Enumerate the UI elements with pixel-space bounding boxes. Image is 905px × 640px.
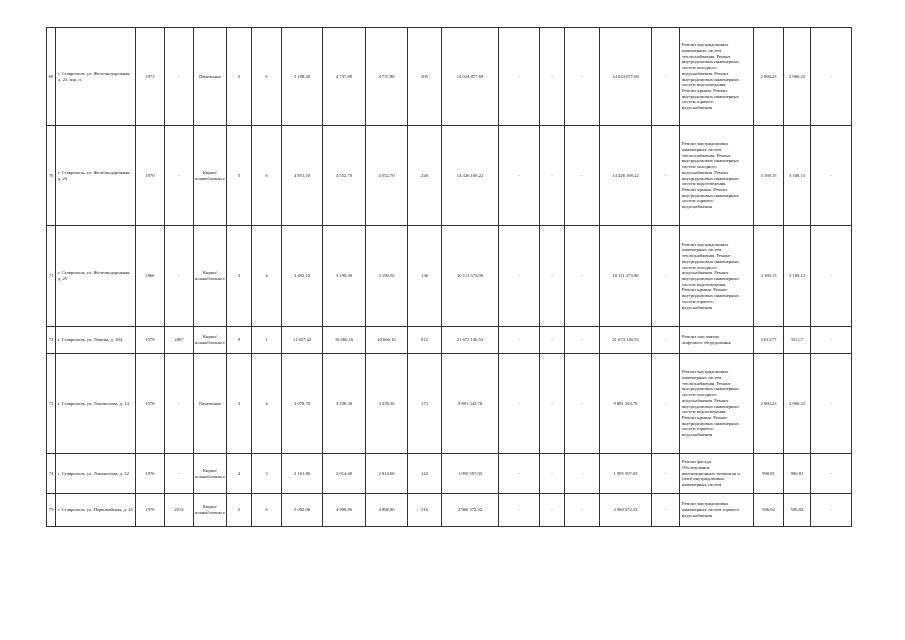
works-line: внутридомовых инженерных xyxy=(682,158,739,164)
total-area-cell: 5 092,06 xyxy=(282,494,323,527)
works-line: Ремонт внутридомовых xyxy=(682,369,729,375)
works-list-cell xyxy=(680,327,754,354)
area-premises-cell: 4 552,70 xyxy=(323,126,366,226)
entrances-cell: 1 xyxy=(252,327,282,354)
works-line: теплоснабжения. Ремонт xyxy=(682,53,731,59)
works-line: теплоснабжения. Ремонт xyxy=(682,380,731,386)
year-built-cell: 1973 xyxy=(136,28,165,126)
area-residential-cell: 3 338,30 xyxy=(366,354,408,454)
address-cell: г. Ставрополь, ул. Ломоносова, д. 14 xyxy=(56,354,136,454)
wall-material-cell: Кирпи/ шлакоблочны е xyxy=(194,327,227,354)
total-area-cell: 2 161,80 xyxy=(282,454,323,494)
funding-source-3-cell: - xyxy=(565,327,600,354)
table-row xyxy=(47,354,852,454)
unit-cost-max-cell: 353,17 xyxy=(784,327,811,354)
works-line: систем горячего xyxy=(682,298,714,304)
works-line: систем холодного xyxy=(682,264,717,270)
funding-source-3-cell: - xyxy=(565,126,600,226)
works-line: теплоснабжения. Ремонт xyxy=(682,152,731,158)
works-line: внутридомовых инженерных xyxy=(682,403,739,409)
works-list-cell xyxy=(680,226,754,327)
funding-source-2-cell: - xyxy=(540,494,565,527)
area-premises-cell: 10 666,16 xyxy=(323,327,366,354)
works-line: водоснабжения xyxy=(682,432,712,438)
table-row xyxy=(47,226,852,327)
wall-material-cell: Панельные xyxy=(194,354,227,454)
works-line: Ремонт крыши. Ремонт xyxy=(682,287,728,293)
works-line: водоснабжения. Ремонт xyxy=(682,270,729,276)
funding-source-1-cell: - xyxy=(499,126,540,226)
funding-source-3-cell: - xyxy=(565,454,600,494)
works-line: Ремонт крыши. Ремонт xyxy=(682,414,728,420)
works-line: водоснабжения. Ремонт xyxy=(682,169,729,175)
works-line: внутридомовых инженерных xyxy=(682,175,739,181)
area-residential-cell: 4 737,80 xyxy=(366,28,408,126)
year-reconstruction-cell: - xyxy=(165,126,194,226)
funding-source-3-cell: - xyxy=(565,28,600,126)
works-line: внутридомовых инженерных xyxy=(682,293,739,299)
works-list-cell xyxy=(680,126,754,226)
table-row xyxy=(47,327,852,354)
works-line: водоснабжения xyxy=(682,512,712,518)
completion-cell: - xyxy=(811,354,852,454)
table-row xyxy=(47,126,852,226)
works-line: теплоснабжения. Ремонт xyxy=(682,253,731,259)
residents-cell: 173 xyxy=(408,354,442,454)
works-line: внутридомовых инженерных xyxy=(682,93,739,99)
works-line: Обследование xyxy=(682,464,710,470)
works-line: Ремонт внутридомовых xyxy=(682,241,729,247)
completion-cell: - xyxy=(811,327,852,354)
works-line: Ремонт крыши. Ремонт xyxy=(682,87,728,93)
works-line: инженерных систем xyxy=(682,482,722,488)
works-line: Ремонт крыши. Ремонт xyxy=(682,186,728,192)
cost-total-cell: 1 995 597,03 xyxy=(442,454,499,494)
funding-source-2-cell: - xyxy=(540,226,565,327)
wall-material-cell: Кирпи/ шлакоблочны е xyxy=(194,226,227,327)
cost-other-cell: - xyxy=(652,327,680,354)
funding-source-1-cell: - xyxy=(499,226,540,327)
residents-cell: 136 xyxy=(408,226,442,327)
address-cell: г. Ставрополь, ул. Ленина, д. 184 xyxy=(56,327,136,354)
total-area-cell: 5 108,20 xyxy=(282,28,323,126)
funding-source-1-cell: - xyxy=(499,454,540,494)
unit-cost-max-cell: 3 168,15 xyxy=(784,126,811,226)
works-line: систем горячего xyxy=(682,99,714,105)
total-area-cell: 3 492,10 xyxy=(282,226,323,327)
works-list-cell xyxy=(680,454,754,494)
cost-owners-cell: 14 024 077,69 xyxy=(600,28,652,126)
works-line: (или) внутридомовых xyxy=(682,476,725,482)
works-line: внутридомовых инженерных xyxy=(682,386,739,392)
completion-cell: - xyxy=(811,226,852,327)
year-built-cell: 1970 xyxy=(136,126,165,226)
funding-source-3-cell: - xyxy=(565,226,600,327)
works-line: систем водоотведения. xyxy=(682,281,727,287)
area-premises-cell: 3 190,50 xyxy=(323,226,366,327)
entrances-cell: 4 xyxy=(252,226,282,327)
unit-cost-max-cell: 990,81 xyxy=(784,454,811,494)
works-line: систем горячего xyxy=(682,426,714,432)
funding-source-1-cell: - xyxy=(499,28,540,126)
year-reconstruction-cell: 2013 xyxy=(165,494,194,527)
row-number-cell: 75 xyxy=(47,494,56,527)
area-premises-cell: 3 338,30 xyxy=(323,354,366,454)
works-line: систем водоотведения. xyxy=(682,82,727,88)
cost-owners-cell: 9 881 343,78 xyxy=(600,354,652,454)
works-line: лифтового оборудования xyxy=(682,340,731,345)
works-line: инженерных систем xyxy=(682,247,722,253)
works-line: водоснабжения. Ремонт xyxy=(682,397,729,403)
cost-other-cell: - xyxy=(652,126,680,226)
works-line: внутридомовых инженерных xyxy=(682,258,739,264)
works-line: внутридомовых инженерных xyxy=(682,276,739,281)
works-line: водоснабжения xyxy=(682,204,712,210)
entrances-cell: 6 xyxy=(252,494,282,527)
works-line: вентиляционных элементов и xyxy=(682,470,740,476)
floors-cell: 5 xyxy=(227,226,252,327)
completion-cell: - xyxy=(811,494,852,527)
residents-cell: 912 xyxy=(408,327,442,354)
funding-source-1-cell: - xyxy=(499,327,540,354)
completion-cell: - xyxy=(811,454,852,494)
area-residential-cell: 4 552,70 xyxy=(366,126,408,226)
year-reconstruction-cell: - xyxy=(165,28,194,126)
funding-source-3-cell: - xyxy=(565,494,600,527)
works-line: внутридомовых инженерных xyxy=(682,420,739,426)
cost-total-cell: 21 673 140,53 xyxy=(442,327,499,354)
works-line: систем холодного xyxy=(682,392,717,398)
residents-cell: 226 xyxy=(408,126,442,226)
row-number-cell: 74 xyxy=(47,454,56,494)
works-line: внутридомовых инженерных xyxy=(682,59,739,65)
address-cell: г. Ставрополь, ул. Первомайская, д. 45 xyxy=(56,494,136,527)
works-line: систем холодного xyxy=(682,65,717,71)
works-line: внутридомовых инженерных xyxy=(682,192,739,198)
cost-other-cell: - xyxy=(652,354,680,454)
unit-cost-cell: 2 960,23 xyxy=(754,354,784,454)
floors-cell: 5 xyxy=(227,28,252,126)
entrances-cell: 3 xyxy=(252,454,282,494)
works-line: Ремонт внутридомовых xyxy=(682,42,729,48)
cost-total-cell: 10 111 373,98 xyxy=(442,226,499,327)
table-row xyxy=(47,454,852,494)
year-reconstruction-cell: 2007 xyxy=(165,327,194,354)
area-residential-cell: 3 190,50 xyxy=(366,226,408,327)
funding-source-3-cell: - xyxy=(565,354,600,454)
works-list-cell xyxy=(680,354,754,454)
total-area-cell: 11 827,42 xyxy=(282,327,323,354)
funding-source-1-cell: - xyxy=(499,354,540,454)
unit-cost-max-cell: 596,04 xyxy=(784,494,811,527)
housing-register-table xyxy=(46,27,852,527)
unit-cost-max-cell: 3 169,13 xyxy=(784,226,811,327)
unit-cost-cell: 3 168,15 xyxy=(754,126,784,226)
cost-other-cell: - xyxy=(652,28,680,126)
entrances-cell: 4 xyxy=(252,354,282,454)
year-built-cell: 1979 xyxy=(136,327,165,354)
year-built-cell: 1966 xyxy=(136,226,165,327)
residents-cell: 205 xyxy=(408,28,442,126)
works-list-cell xyxy=(680,28,754,126)
cost-total-cell: 14 024 077,69 xyxy=(442,28,499,126)
works-line: систем водоотведения. xyxy=(682,409,727,415)
works-line: водоснабжения. Ремонт xyxy=(682,70,729,76)
funding-source-1-cell: - xyxy=(499,494,540,527)
cost-owners-cell: 21 673 140,53 xyxy=(600,327,652,354)
funding-source-2-cell: - xyxy=(540,354,565,454)
funding-source-2-cell: - xyxy=(540,126,565,226)
works-list-cell xyxy=(680,494,754,527)
cost-other-cell: - xyxy=(652,454,680,494)
year-built-cell: 1970 xyxy=(136,494,165,527)
address-cell: г. Ставрополь, ул. Ломоносова, д. 32 xyxy=(56,454,136,494)
works-line: инженерных систем горячего xyxy=(682,507,740,513)
works-line: инженерных систем xyxy=(682,47,722,53)
cost-total-cell: 14 426 169,22 xyxy=(442,126,499,226)
floors-cell: 5 xyxy=(227,126,252,226)
cost-owners-cell: 10 111 373,98 xyxy=(600,226,652,327)
cost-other-cell: - xyxy=(652,494,680,527)
total-area-cell: 3 078,70 xyxy=(282,354,323,454)
works-line: инженерных систем xyxy=(682,146,722,152)
floors-cell: 5 xyxy=(227,494,252,527)
cost-total-cell: 9 881 343,78 xyxy=(442,354,499,454)
area-residential-cell: 10 666,16 xyxy=(366,327,408,354)
year-built-cell: 1976 xyxy=(136,454,165,494)
cost-owners-cell: 1 995 597,03 xyxy=(600,454,652,494)
cost-owners-cell: 2 960 372,32 xyxy=(600,494,652,527)
works-line: Ремонт или замена xyxy=(682,334,720,340)
entrances-cell: 6 xyxy=(252,126,282,226)
year-reconstruction-cell: - xyxy=(165,354,194,454)
row-number-cell: 69 xyxy=(47,28,56,126)
year-reconstruction-cell: - xyxy=(165,454,194,494)
unit-cost-cell: 596,04 xyxy=(754,494,784,527)
works-line: внутридомовых инженерных xyxy=(682,76,739,82)
row-number-cell: 71 xyxy=(47,226,56,327)
cost-total-cell: 2 960 372,32 xyxy=(442,494,499,527)
area-residential-cell: 2 014,60 xyxy=(366,454,408,494)
works-line: водоснабжения xyxy=(682,105,712,111)
unit-cost-cell: 3 613,77 xyxy=(754,327,784,354)
funding-source-2-cell: - xyxy=(540,327,565,354)
table-row xyxy=(47,494,852,527)
entrances-cell: 6 xyxy=(252,28,282,126)
completion-cell: - xyxy=(811,126,852,226)
funding-source-2-cell: - xyxy=(540,28,565,126)
area-residential-cell: 4 908,80 xyxy=(366,494,408,527)
address-cell: г. Ставрополь, ул. Железнодорожная, д. 23, кор. п xyxy=(56,28,136,126)
wall-material-cell: Кирпи/ шлакоблочны е xyxy=(194,454,227,494)
works-line: систем водоотведения. xyxy=(682,181,727,187)
unit-cost-cell: 3 169,13 xyxy=(754,226,784,327)
works-line: Ремонт внутридомовых xyxy=(682,501,729,507)
address-cell: г. Ставрополь, ул. Железнодорожная, д. 25 xyxy=(56,226,136,327)
year-built-cell: 1978 xyxy=(136,354,165,454)
floors-cell: 4 xyxy=(227,454,252,494)
area-premises-cell: 2 014,60 xyxy=(323,454,366,494)
works-line: систем холодного xyxy=(682,164,717,170)
unit-cost-cell: 2 960,23 xyxy=(754,28,784,126)
wall-material-cell: Кирпи/ шлакоблочны е xyxy=(194,494,227,527)
year-reconstruction-cell: - xyxy=(165,226,194,327)
cost-other-cell: - xyxy=(652,226,680,327)
row-number-cell: 70 xyxy=(47,126,56,226)
cost-owners-cell: 14 426 169,22 xyxy=(600,126,652,226)
works-line: Ремонт внутридомовых xyxy=(682,141,729,147)
row-number-cell: 73 xyxy=(47,354,56,454)
residents-cell: 142 xyxy=(408,454,442,494)
unit-cost-max-cell: 2 960,23 xyxy=(784,28,811,126)
wall-material-cell: Панельные xyxy=(194,28,227,126)
unit-cost-cell: 990,81 xyxy=(754,454,784,494)
wall-material-cell: Кирпи/ шлакоблочны е xyxy=(194,126,227,226)
works-line: Ремонт фасада. xyxy=(682,459,713,465)
funding-source-2-cell: - xyxy=(540,454,565,494)
residents-cell: 216 xyxy=(408,494,442,527)
completion-cell: - xyxy=(811,28,852,126)
unit-cost-max-cell: 2 960,23 xyxy=(784,354,811,454)
row-number-cell: 72 xyxy=(47,327,56,354)
floors-cell: 5 xyxy=(227,354,252,454)
address-cell: г. Ставрополь, ул. Железнодорожная, д. 23 xyxy=(56,126,136,226)
works-line: водоснабжения xyxy=(682,304,712,310)
works-line: инженерных систем xyxy=(682,374,722,380)
area-premises-cell: 4 737,80 xyxy=(323,28,366,126)
works-line: систем горячего xyxy=(682,198,714,204)
floors-cell: 9 xyxy=(227,327,252,354)
area-premises-cell: 4 908,80 xyxy=(323,494,366,527)
table-row xyxy=(47,28,852,126)
total-area-cell: 4 851,10 xyxy=(282,126,323,226)
